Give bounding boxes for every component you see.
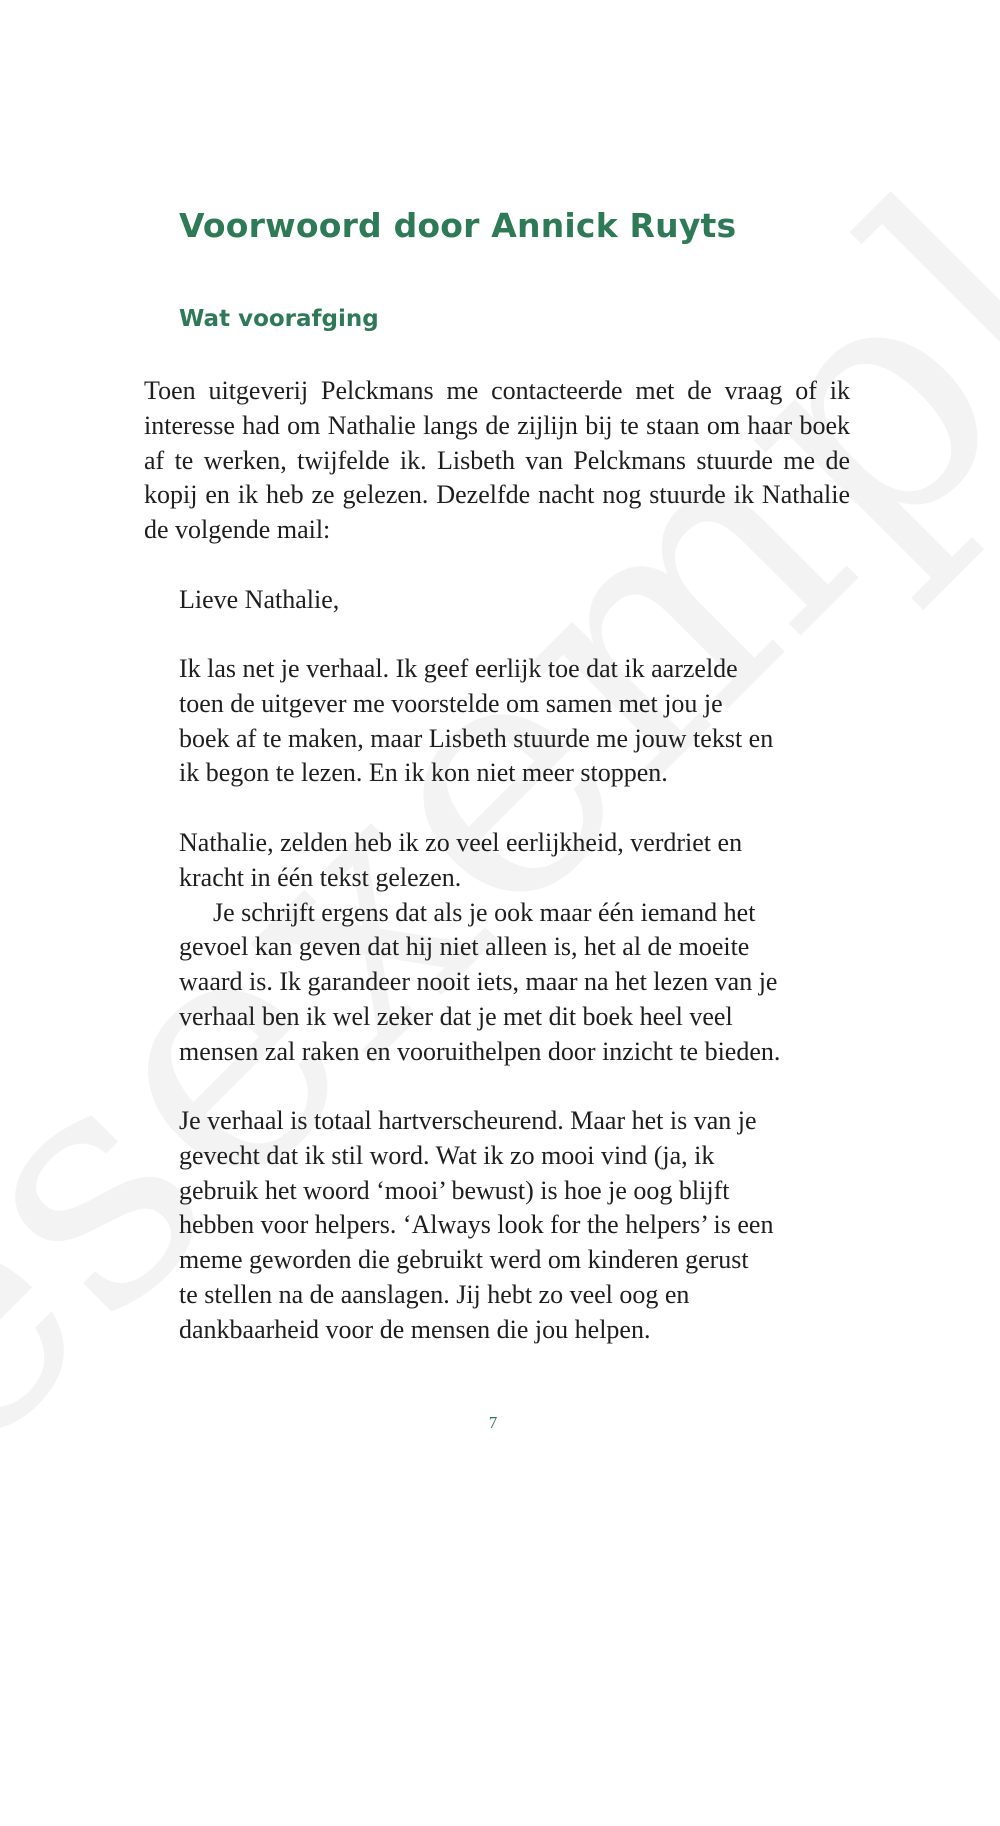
letter-greeting: Lieve Nathalie,: [179, 585, 340, 614]
letter-paragraph-1: [179, 652, 829, 791]
text-line: gevoel kan geven dat hij niet alleen is, het al de moeite: [179, 932, 750, 962]
text-line: waard is. Ik garandeer nooit iets, maar na het lezen van je: [179, 967, 778, 997]
text-line: Nathalie, zelden heb ik zo veel eerlijkheid, verdriet en: [179, 828, 743, 857]
text-line: hebben voor helpers. ‘Always look for the helpers’ is een: [179, 1210, 774, 1240]
text-line: te stellen na de aanslagen. Jij hebt zo veel oog en: [179, 1279, 690, 1309]
text-line: meme geworden die gebruikt werd om kinderen gerust: [179, 1245, 749, 1275]
letter-paragraph-3: [179, 1104, 829, 1348]
letter-paragraph-2: [179, 826, 829, 1070]
section-heading: Wat voorafging: [179, 306, 379, 332]
text-line: Ik las net je verhaal. Ik geef eerlijk toe dat ik aarzelde: [179, 654, 738, 683]
text-line: gevecht dat ik stil word. Wat ik zo mooi vind (ja, ik: [179, 1140, 715, 1170]
text-line: verhaal ben ik wel zeker dat je met dit boek heel veel: [179, 1001, 733, 1031]
text-line: kracht in één tekst gelezen.: [179, 862, 462, 892]
text-line: toen de uitgever me voorstelde om samen met jou je: [179, 688, 723, 718]
intro-paragraph: Toen uitgeverij Pelckmans me contacteerde met de vraag of ik interesse had om Nathalie langs de zijlijn bij te staan om haar boek af te werken, twijfelde ik. Lisbeth van Pelckmans stuurde me de kopij en ik heb ze gelezen. Dezelfde nacht nog stuurde ik Nathalie de volgende mail:: [144, 376, 850, 545]
chapter-title: Voorwoord door Annick Ruyts: [179, 206, 737, 245]
text-line: Je schrijft ergens dat als je ook maar één iemand het: [213, 897, 756, 927]
page-number: 7: [488, 1413, 498, 1432]
text-line: gebruik het woord ‘mooi’ bewust) is hoe je oog blijft: [179, 1175, 730, 1205]
text-line: boek af te maken, maar Lisbeth stuurde me jouw tekst en: [179, 723, 774, 753]
text-line: ik begon te lezen. En ik kon niet meer stoppen.: [179, 758, 668, 788]
text-line: Je verhaal is totaal hartverscheurend. Maar het is van je: [179, 1106, 757, 1135]
text-line: mensen zal raken en vooruithelpen door inzicht te bieden.: [179, 1036, 781, 1066]
text-line: dankbaarheid voor de mensen die jou helpen.: [179, 1314, 651, 1344]
